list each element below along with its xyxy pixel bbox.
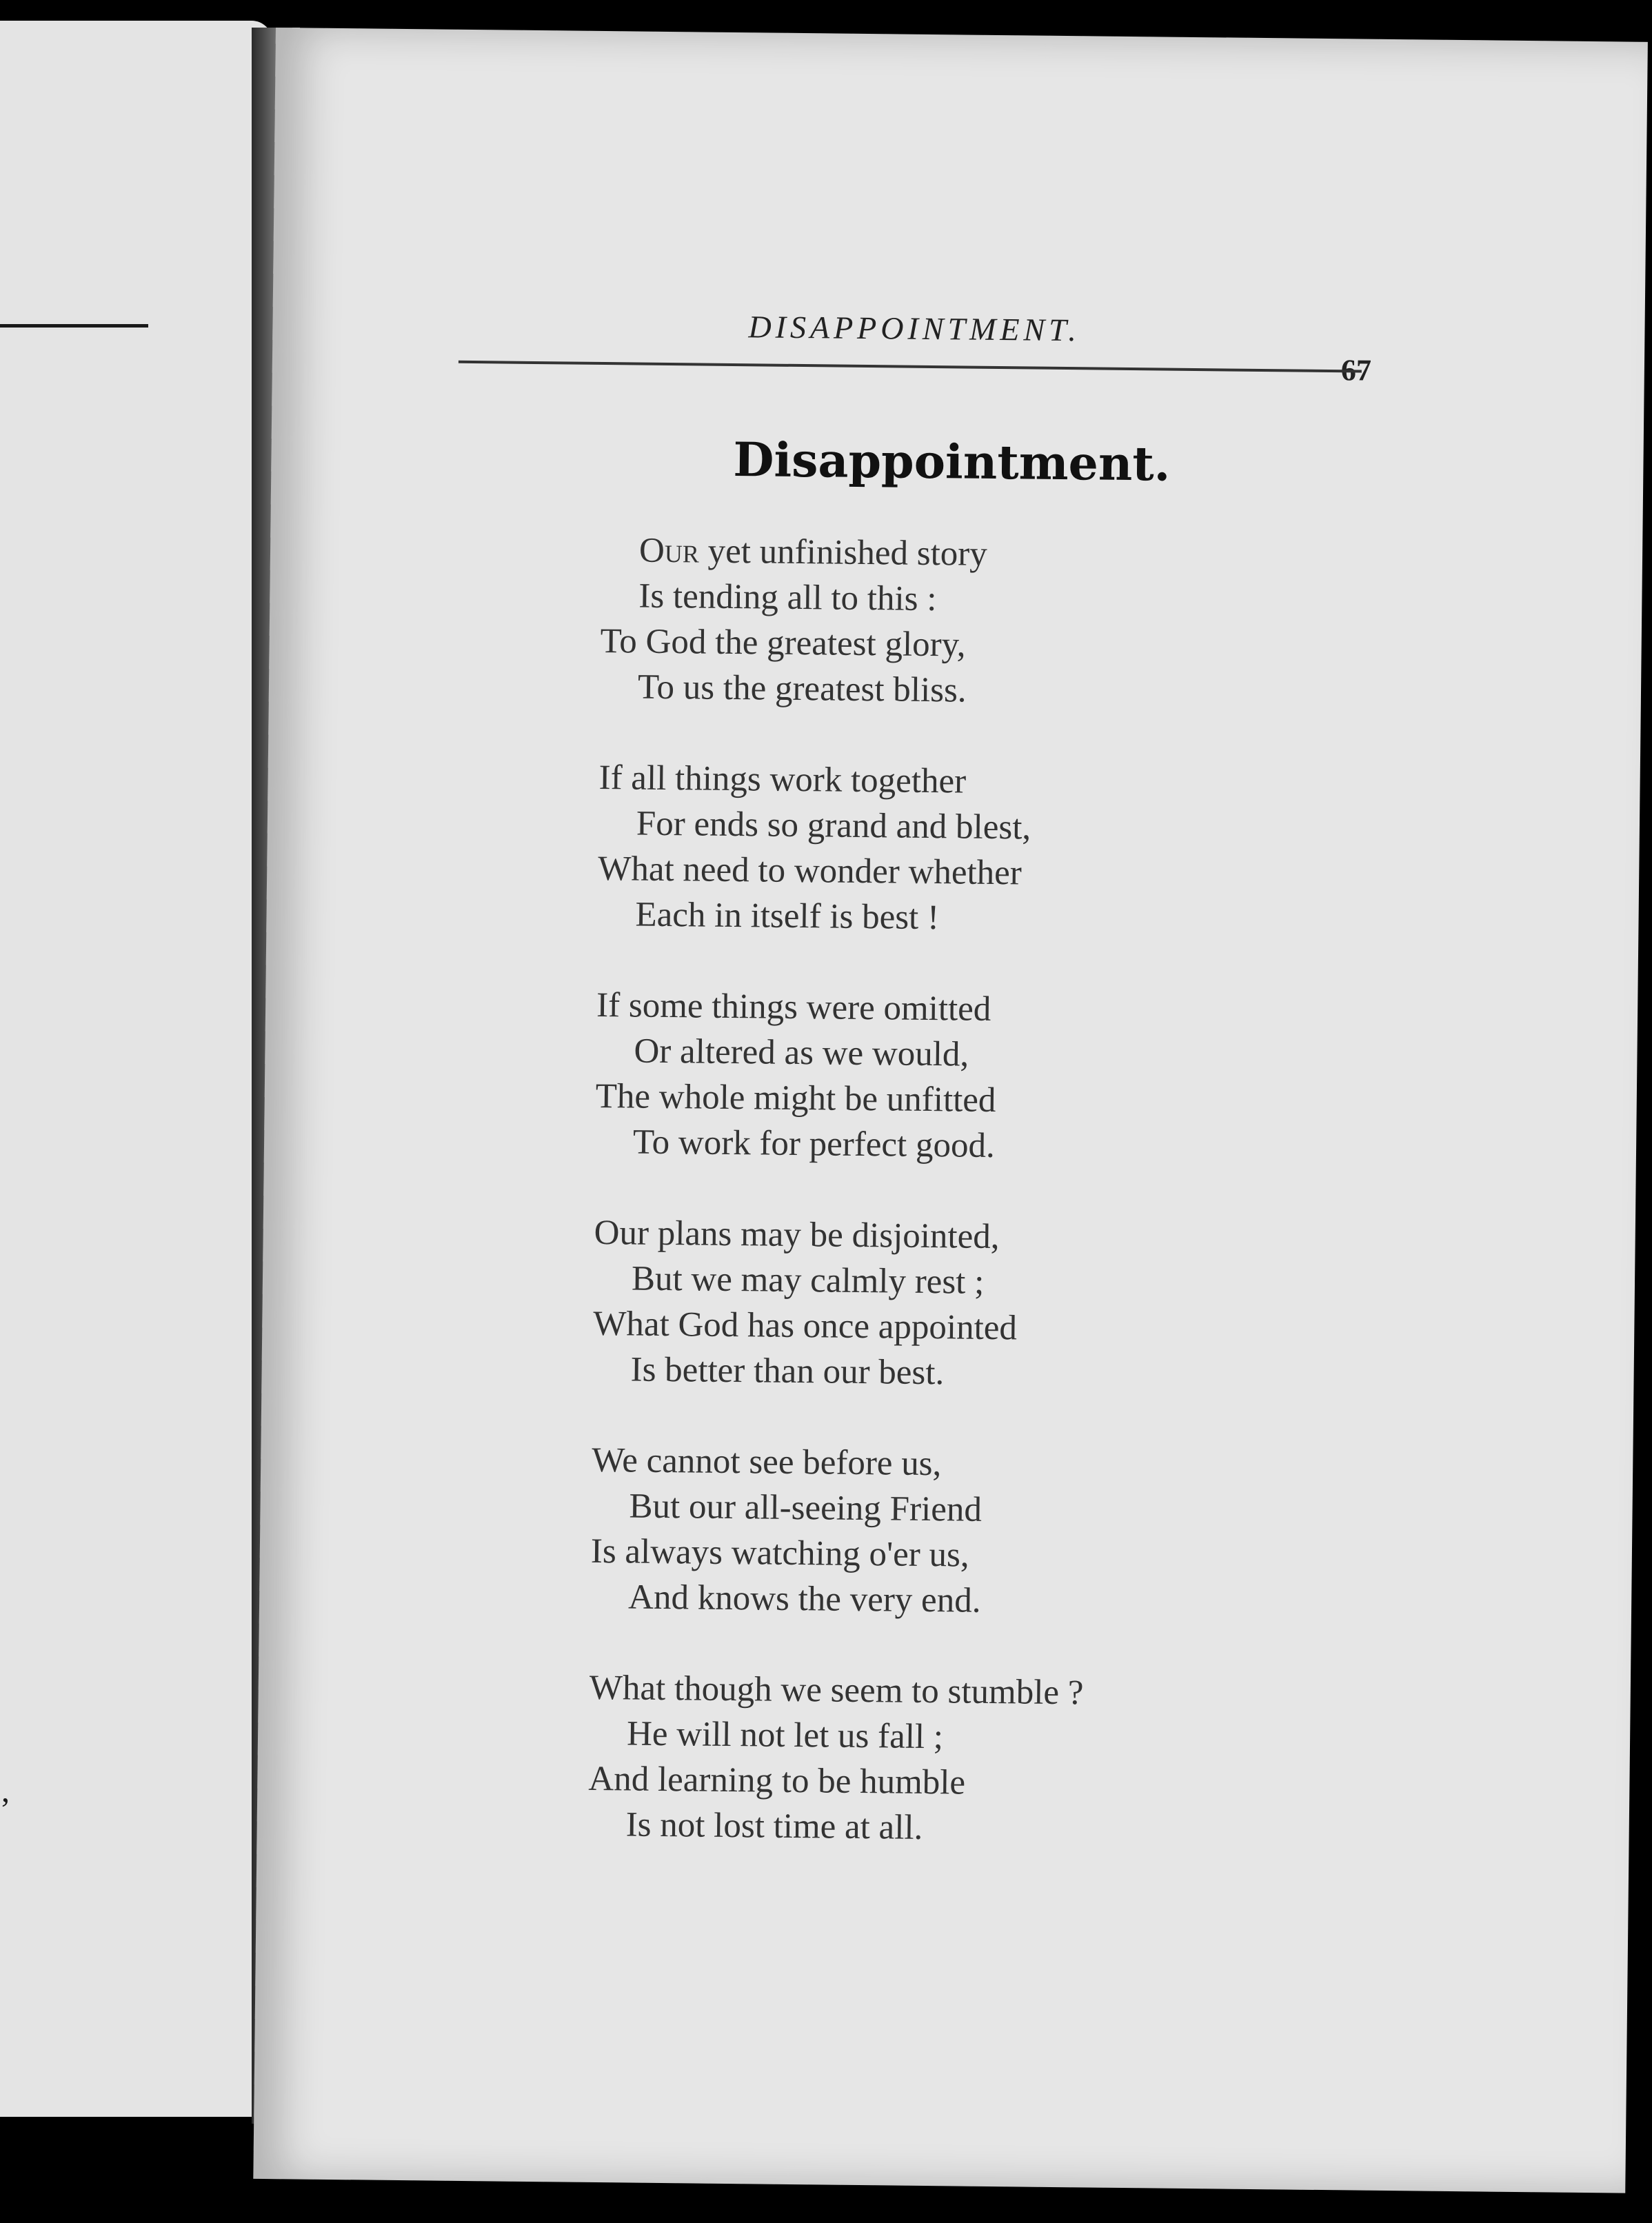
poem-line: What God has once appointed <box>593 1304 1018 1348</box>
poem-line: What need to wonder whether <box>597 849 1023 893</box>
poem-line: Is always watching o'er us, <box>590 1531 969 1575</box>
poem-line: Or altered as we would, <box>634 1032 969 1074</box>
poem-line: Our plans may be disjointed, <box>594 1213 1000 1257</box>
stanza-3 <box>595 983 1218 1171</box>
poem-body <box>587 527 1222 1899</box>
header-rule <box>459 361 1362 373</box>
stanza-6 <box>587 1665 1210 1853</box>
poem-line: Is better than our best. <box>630 1350 945 1393</box>
poem-line: For ends so grand and blest, <box>636 804 1031 847</box>
stanza-2 <box>597 755 1220 943</box>
right-page <box>253 28 1648 2193</box>
poem-line: Each in itself is best ! <box>635 895 940 938</box>
page-number: 67 <box>1340 353 1372 388</box>
left-page-rule <box>0 324 148 328</box>
poem-line: But our all-seeing Friend <box>629 1487 983 1529</box>
poem-line: To work for perfect good. <box>632 1123 996 1166</box>
poem-line: The whole might be unfitted <box>595 1076 996 1120</box>
poem-line: What though we seem to stumble ? <box>589 1668 1084 1713</box>
poem-line: If all things work together <box>598 758 967 801</box>
poem-line: To God the greatest glory, <box>600 621 966 665</box>
stanza-5 <box>590 1438 1213 1626</box>
poem-line: We cannot see before us, <box>591 1440 942 1484</box>
poem-line: Is not lost time at all. <box>625 1805 923 1847</box>
left-page <box>0 21 272 2117</box>
poem-line: Is tending all to this : <box>638 576 937 619</box>
poem-line: But we may calmly rest ; <box>631 1259 985 1302</box>
running-head: DISAPPOINTMENT. <box>748 309 1081 348</box>
poem-line: If some things were omitted <box>596 985 991 1029</box>
stanza-4 <box>592 1210 1215 1398</box>
stanza-1 <box>600 527 1222 716</box>
poem-line: To us the greatest bliss. <box>637 667 967 710</box>
left-page-mark: , <box>1 1773 10 1809</box>
poem-title: Disappointment. <box>733 432 1171 492</box>
small-caps-opening: Our <box>638 531 700 571</box>
poem-line: And learning to be humble <box>588 1759 966 1802</box>
poem-line: Our yet unfinished story <box>638 531 988 574</box>
poem-line: And knows the very end. <box>627 1578 981 1620</box>
poem-line: He will not let us fall ; <box>626 1714 944 1757</box>
